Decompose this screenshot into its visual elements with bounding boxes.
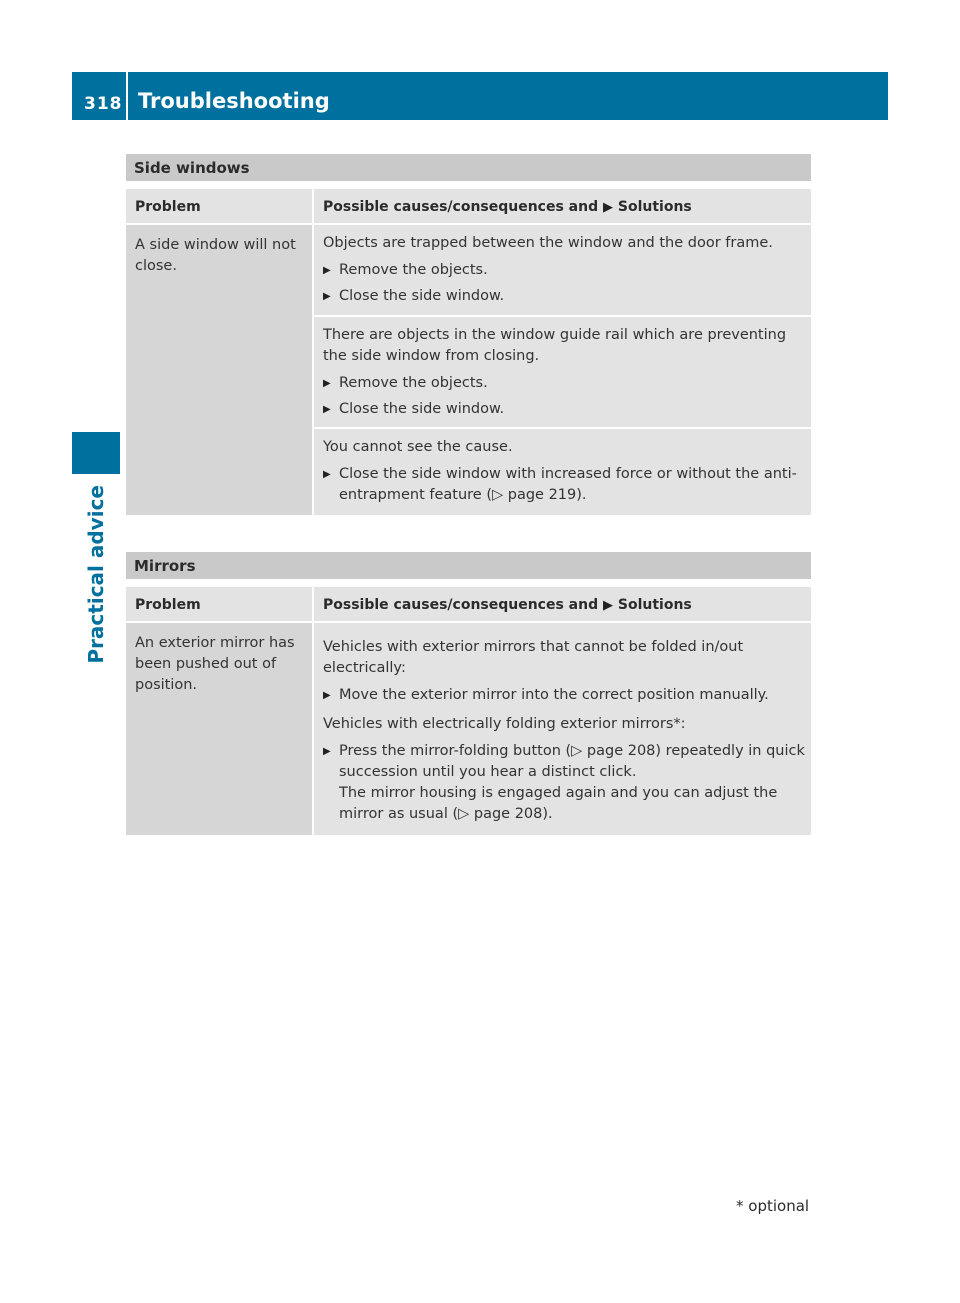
header-problem: Problem: [126, 587, 312, 621]
table-row: [126, 225, 811, 515]
cause-cell: [314, 225, 811, 315]
step-item: [323, 741, 805, 825]
step-text: Press the mirror-folding button (▷ page 208) repeatedly in quick succession until you hear a distinct click.: [339, 743, 805, 780]
side-label: [72, 474, 120, 664]
cause-text: Vehicles with electrically folding exterior mirrors*:: [323, 716, 686, 732]
step-arrow-icon: ▶: [323, 265, 331, 276]
step-item: [323, 286, 805, 307]
header-solutions-suffix: Solutions: [617, 597, 692, 613]
cause-text: Objects are trapped between the window and the door frame.: [323, 235, 773, 251]
cause-text: Vehicles with exterior mirrors that cannot be folded in/out electrically:: [323, 639, 744, 676]
solution-arrow-icon: ▶: [603, 598, 613, 613]
section-mirrors: [126, 552, 811, 835]
table-header: [126, 587, 811, 621]
step-text: Move the exterior mirror into the correct position manually.: [339, 687, 769, 703]
cause-text: You cannot see the cause.: [323, 439, 513, 455]
causes-column: [314, 225, 811, 515]
step-item: [323, 685, 805, 706]
step-result: The mirror housing is engaged again and you can adjust the mirror as usual (▷ page 208).: [339, 785, 778, 822]
solution-arrow-icon: ▶: [603, 200, 613, 215]
header-problem: Problem: [126, 189, 312, 223]
step-text: Remove the objects.: [339, 375, 488, 391]
page-header: [72, 72, 888, 120]
section-title: Mirrors: [126, 552, 811, 579]
step-arrow-icon: ▶: [323, 690, 331, 701]
step-text: Remove the objects.: [339, 262, 488, 278]
step-arrow-icon: ▶: [323, 291, 331, 302]
step-arrow-icon: ▶: [323, 746, 331, 757]
cause-cell: [314, 429, 811, 515]
step-text: Close the side window.: [339, 288, 505, 304]
section-title: Side windows: [126, 154, 811, 181]
header-solutions: [314, 587, 811, 621]
problem-cell: An exterior mirror has been pushed out of position.: [126, 623, 312, 835]
step-item: [323, 464, 805, 506]
side-label-text: Practical advice: [84, 485, 108, 664]
cause-cell: [314, 623, 811, 835]
side-tab-marker: [72, 432, 120, 474]
step-body: [339, 741, 805, 825]
page-number: 318: [84, 94, 123, 114]
section-side-windows: [126, 154, 811, 515]
step-arrow-icon: ▶: [323, 469, 331, 480]
step-item: [323, 260, 805, 281]
step-item: [323, 399, 805, 420]
header-solutions: [314, 189, 811, 223]
causes-column: [314, 623, 811, 835]
step-item: [323, 373, 805, 394]
footnote: * optional: [736, 1197, 810, 1215]
table-header: [126, 189, 811, 223]
step-text: Close the side window.: [339, 401, 505, 417]
header-solutions-prefix: Possible causes/consequences and: [323, 597, 599, 613]
cause-cell: [314, 317, 811, 427]
step-text: Close the side window with increased force or without the anti-entrapment feature (▷ page 219).: [339, 466, 797, 503]
table-row: [126, 623, 811, 835]
step-arrow-icon: ▶: [323, 404, 331, 415]
header-solutions-prefix: Possible causes/consequences and: [323, 199, 599, 215]
chapter-title: Troubleshooting: [138, 89, 330, 113]
cause-text: There are objects in the window guide rail which are preventing the side window from closing.: [323, 327, 787, 364]
header-solutions-suffix: Solutions: [617, 199, 692, 215]
step-arrow-icon: ▶: [323, 378, 331, 389]
header-divider: [126, 72, 128, 120]
problem-cell: A side window will not close.: [126, 225, 312, 515]
